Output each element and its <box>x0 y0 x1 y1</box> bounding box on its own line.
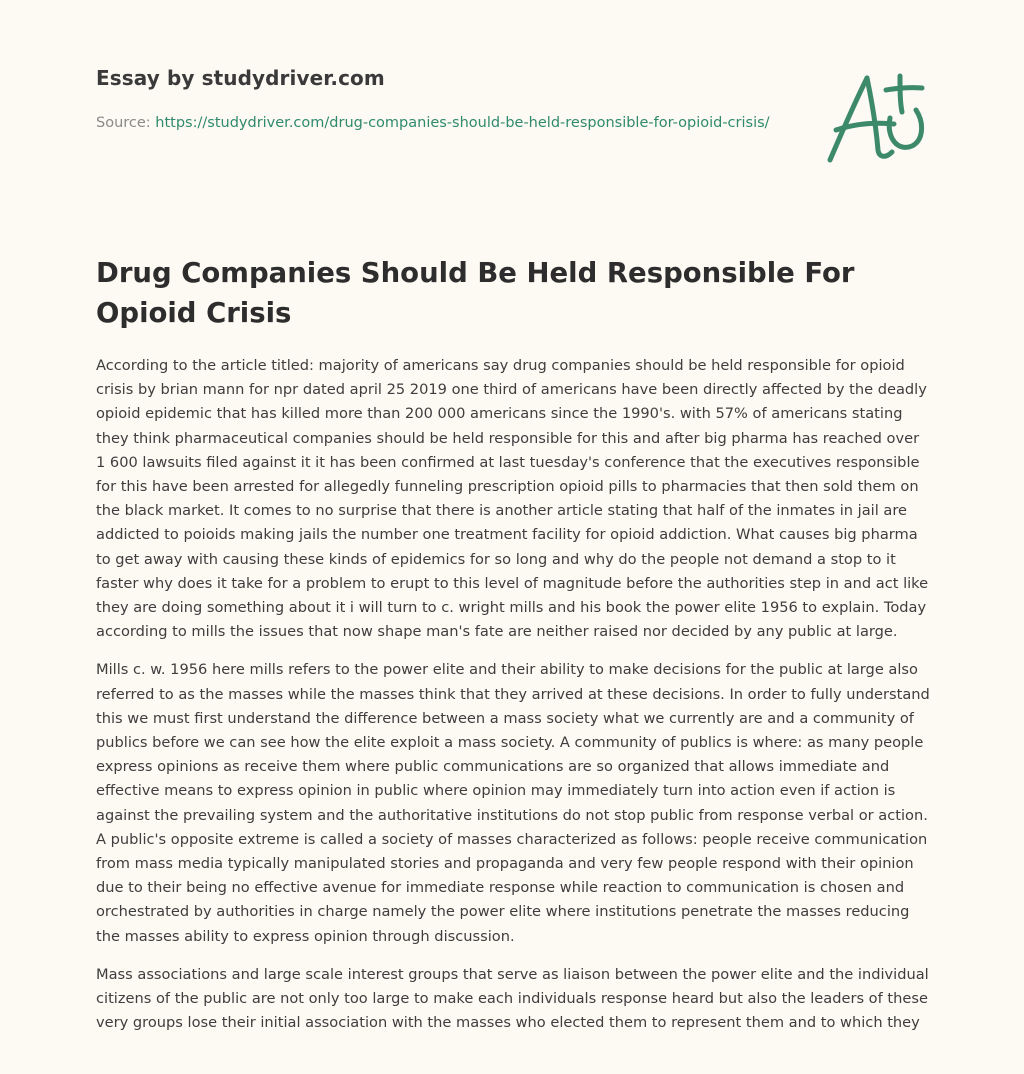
essay-body <box>96 354 930 1049</box>
essay-paragraph: According to the article titled: majority of americans say drug companies should be held responsible for opioid crisis by brian mann for npr dated april 25 2019 one third of americans have been directly affected by the deadly opioid epidemic that has killed more than 200 000 americans since the 1990's. with 57% of americans stating they think pharmaceutical companies should be held responsible for this and after big pharma has reached over 1 600 lawsuits filed against it it has been confirmed at last tuesday's conference that the executives responsible for this have been arrested for allegedly funneling prescription opioid pills to pharmacies that then sold them on the black market. It comes to no surprise that there is another article stating that half of the inmates in jail are addicted to poioids making jails the number one treatment facility for opioid addiction. What causes big pharma to get away with causing these kinds of epidemics for so long and why do the people not demand a stop to it faster why does it take for a problem to erupt to this level of magnitude before the authorities step in and act like they are doing something about it i will turn to c. wright mills and his book the power elite 1956 to explain. Today according to mills the issues that now shape man's fate are neither raised nor decided by any public at large. <box>96 357 929 641</box>
essay-paragraph: Mass associations and large scale interest groups that serve as liaison between the power elite and the individual citizens of the public are not only too large to make each individuals response heard but also the leaders of these very groups lose their initial association with the masses who elected them to represent them and to which they <box>96 965 929 1032</box>
source-line <box>96 112 776 134</box>
site-brand: Essay by studydriver.com <box>96 66 385 90</box>
source-link[interactable]: https://studydriver.com/drug-companies-should-be-held-responsible-for-opioid-crisis/ <box>155 115 770 131</box>
essay-paragraph: Mills c. w. 1956 here mills refers to the power elite and their ability to make decisions for the public at large also referred to as the masses while the masses think that they arrived at these decisions. In order to fully understand this we must first understand the difference between a mass society what we currently are and a community of publics before we can see how the elite exploit a mass society. A community of publics is where: as many people express opinions as receive them where public communications are so organized that allows immediate and effective means to express opinion in public where opinion may immediately turn into action even if action is against the prevailing system and the authoritative institutions do not stop public from response verbal or action. A public's opposite extreme is called a society of masses characterized as follows: people receive communication from mass media typically manipulated stories and propaganda and very few people respond with their opinion due to their being no effective avenue for immediate response while reaction to communication is chosen and orchestrated by authorities in charge namely the power elite where institutions penetrate the masses reducing the masses ability to express opinion through discussion. <box>96 661 930 945</box>
source-label: Source: <box>96 115 156 131</box>
essay-title: Drug Companies Should Be Held Responsible For Opioid Crisis <box>96 257 855 329</box>
a-plus-logo-icon <box>820 66 932 166</box>
